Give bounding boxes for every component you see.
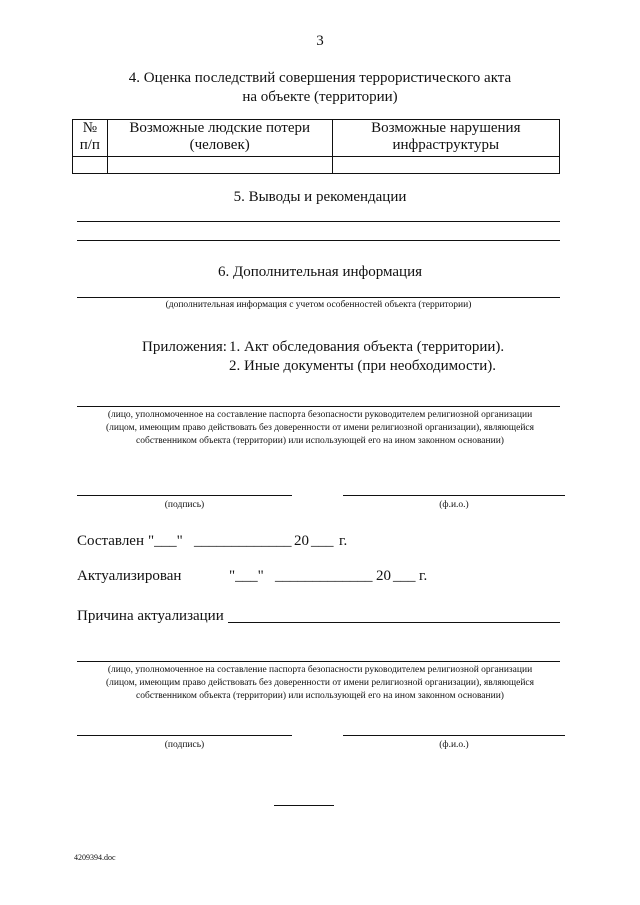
additional-info-caption: (дополнительная информация с учетом особенностей объекта (территории) [165, 300, 472, 310]
reason-line[interactable] [228, 622, 560, 623]
reason-label: Причина актуализации [77, 608, 224, 624]
conclusions-line[interactable] [77, 221, 560, 222]
compiled-year-suffix: г. [339, 533, 348, 549]
section6-title: 6. Дополнительная информация [217, 264, 423, 280]
header-number: № п/п [73, 120, 108, 157]
signature-line[interactable] [77, 735, 292, 736]
section4-title-line2: на объекте (территории) [242, 89, 398, 105]
additional-info-line[interactable] [77, 297, 560, 298]
signature-label: (подпись) [164, 740, 205, 750]
fio-label: (ф.и.о.) [439, 500, 469, 510]
conclusions-line[interactable] [77, 240, 560, 241]
separator-line [274, 805, 334, 806]
table-header-row [73, 120, 560, 157]
updated-year[interactable]: ___ [393, 568, 416, 584]
updated-day[interactable]: "___" [229, 568, 264, 584]
signatory-caption-line1: (лицо, уполномоченное на составление паспорта безопасности руководителем религиозной организации [107, 410, 533, 420]
signatory-caption-line2: (лицом, имеющим право действовать без доверенности от имени религиозной организации), являющейся [105, 678, 535, 688]
consequences-table [72, 119, 560, 174]
section4-title-line1: 4. Оценка последствий совершения террористического акта [128, 70, 512, 86]
reason-line[interactable] [77, 661, 560, 662]
fio-label: (ф.и.о.) [439, 740, 469, 750]
signatory-caption-line2: (лицом, имеющим право действовать без доверенности от имени религиозной организации), являющейся [105, 423, 535, 433]
updated-year-suffix: г. [419, 568, 428, 584]
fio-line[interactable] [343, 495, 565, 496]
table-cell[interactable] [73, 157, 108, 174]
signature-line[interactable] [77, 495, 292, 496]
compiled-year-prefix: 20 [294, 533, 309, 549]
updated-label: Актуализирован [77, 568, 182, 584]
page-number: 3 [316, 33, 324, 49]
header-human-losses: Возможные людские потери (человек) [107, 120, 332, 157]
table-row [73, 157, 560, 174]
updated-month[interactable]: _____________ [275, 568, 373, 584]
compiled-day[interactable]: "___" [148, 533, 183, 549]
footer-filename: 4209394.doc [74, 853, 116, 862]
compiled-label: Составлен [77, 533, 144, 549]
header-infrastructure: Возможные нарушения инфраструктуры [332, 120, 559, 157]
signatory-caption-line1: (лицо, уполномоченное на составление паспорта безопасности руководителем религиозной организации [107, 665, 533, 675]
attachments-label: Приложения: [142, 339, 227, 355]
attachment-item-1: 1. Акт обследования объекта (территории). [229, 339, 505, 355]
compiled-year[interactable]: ___ [311, 533, 334, 549]
attachment-item-2: 2. Иные документы (при необходимости). [229, 358, 496, 374]
signature-label: (подпись) [164, 500, 205, 510]
signatory-caption-line3: собственником объекта (территории) или использующей его на ином законном основании) [136, 436, 504, 446]
updated-year-prefix: 20 [376, 568, 391, 584]
signatory-caption-line3: собственником объекта (территории) или использующей его на ином законном основании) [136, 691, 504, 701]
compiled-month[interactable]: _____________ [194, 533, 292, 549]
signatory-line[interactable] [77, 406, 560, 407]
fio-line[interactable] [343, 735, 565, 736]
table-cell[interactable] [332, 157, 559, 174]
table-cell[interactable] [107, 157, 332, 174]
section5-title: 5. Выводы и рекомендации [233, 189, 407, 205]
